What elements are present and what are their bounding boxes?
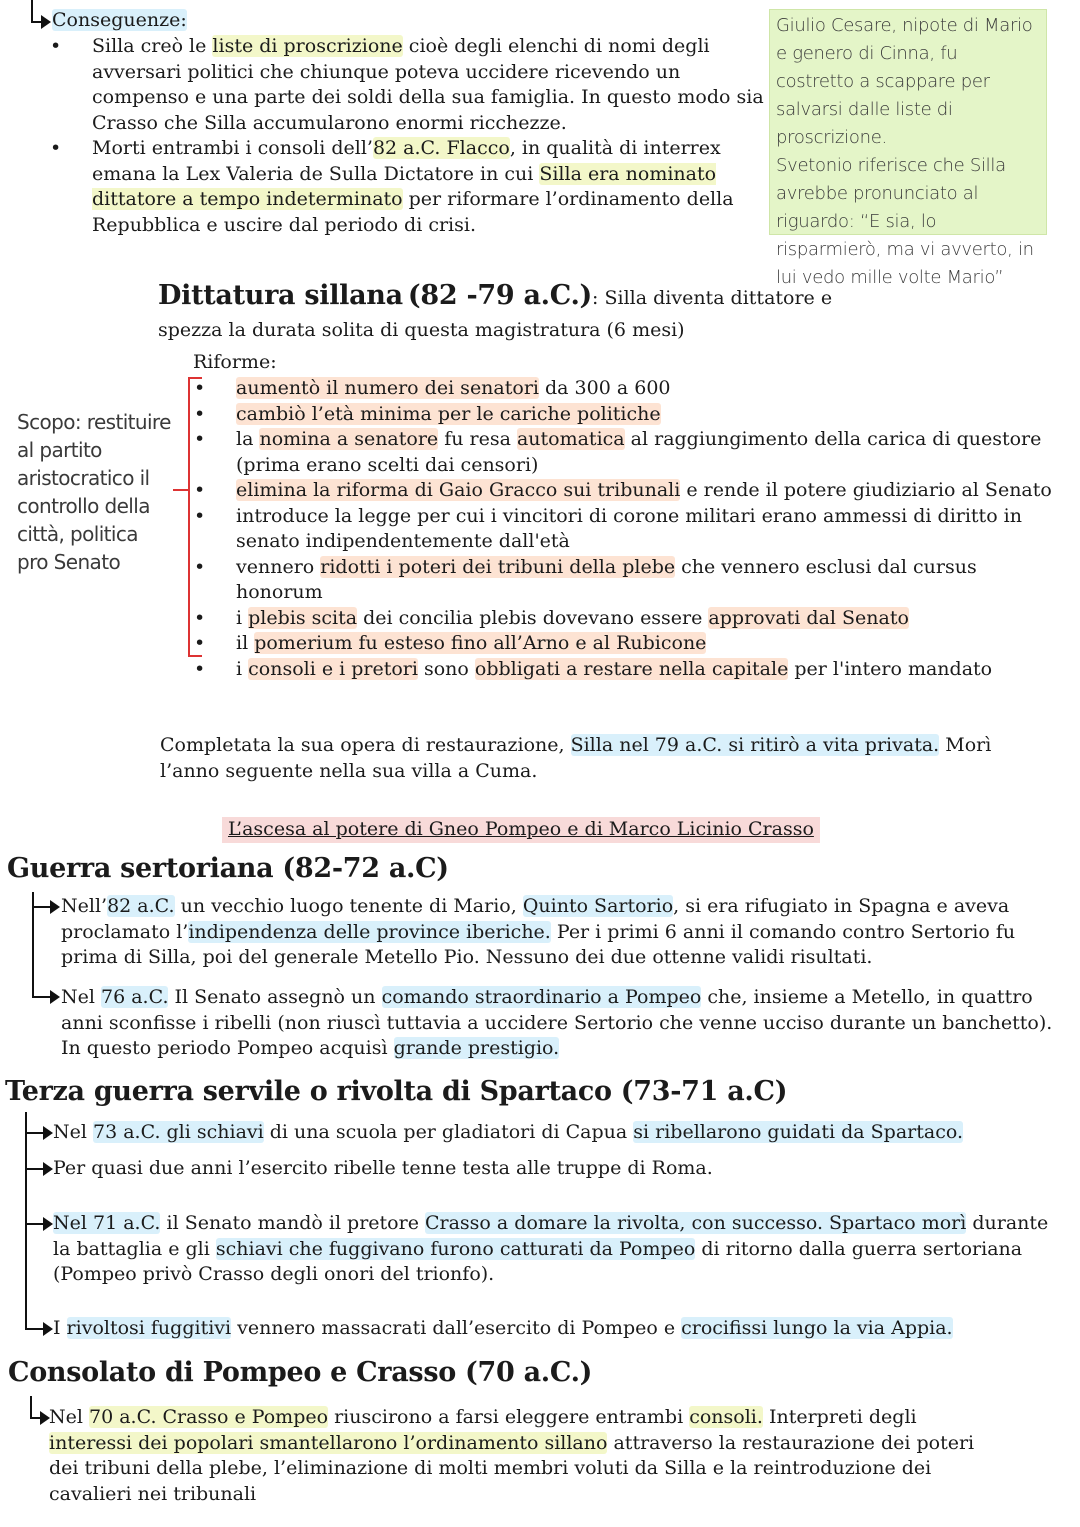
riforme-list <box>194 376 1064 682</box>
section-title: L’ascesa al potere di Gneo Pompeo e di Marco Licinio Crasso <box>222 817 820 843</box>
arrow-sertoriana <box>32 892 62 1007</box>
spartaco-p2: Per quasi due anni l’esercito ribelle tenne testa alle truppe di Roma. <box>53 1157 713 1179</box>
consolato-heading: Consolato di Pompeo e Crasso (70 a.C.) <box>8 1357 593 1388</box>
list-item: • vennero ridotti i poteri dei tribuni della plebe che vennero esclusi dal cursus honorum <box>194 555 1064 606</box>
spartaco-p4: I rivoltosi fuggitivi vennero massacrati dall’esercito di Pompeo e crocifissi lungo la via Appia. <box>53 1317 953 1339</box>
dittatura-heading: Dittatura sillana (82 -79 a.C.): Silla diventa dittatore e spezza la durata solita di questa magistratura (6 mesi) <box>158 280 833 341</box>
scopo-note: Scopo: restituire al partito aristocratico il controllo della città, politica pro Senato <box>17 410 171 574</box>
spartaco-p1: Nel 73 a.C. gli schiavi di una scuola per gladiatori di Capua si ribellarono guidati da Spartaco. <box>53 1121 964 1143</box>
spartaco-p3: Nel 71 a.C. il Senato mandò il pretore Crasso a domare la rivolta, con successo. Spartaco morì durante la battaglia e gli schiavi che fuggivano furono catturati da Pompeo di ritorno dalla guerra sertoriana (Pompeo privò Crasso degli onori del trionfo). <box>53 1212 1049 1285</box>
list-item: • introduce la legge per cui i vincitori di corone militari erano ammessi di diritto in senato indipendentemente dall'età <box>194 504 1064 555</box>
riforme-label: Riforme: <box>193 351 277 373</box>
conseguenze-list <box>50 34 770 238</box>
sertoriana-p2: Nel 76 a.C. Il Senato assegnò un comando straordinario a Pompeo che, insieme a Metello, in quattro anni sconfisse i ribelli (non riuscì tuttavia a uccidere Sertorio che venne ucciso durante un banchetto). In questo periodo Pompeo acquisì grande prestigio. <box>61 986 1053 1059</box>
list-item: • Morti entrambi i consoli dell’82 a.C. Flacco, in qualità di interrex emana la Lex Valeria de Sulla Dictatore in cui Silla era nominato dittatore a tempo indeterminato per riformare l’ordinamento della Repubblica e uscire dal periodo di crisi. <box>50 136 770 238</box>
dittatura-closing: Completata la sua opera di restaurazione, Silla nel 79 a.C. si ritirò a vita privata. Morì l’anno seguente nella sua villa a Cuma. <box>160 734 992 782</box>
sertoriana-heading: Guerra sertoriana (82-72 a.C) <box>7 853 449 884</box>
list-item: • la nomina a senatore fu resa automatica al raggiungimento della carica di questore (prima erano scelti dai censori) <box>194 427 1064 478</box>
arrow-spartaco <box>25 1112 55 1337</box>
red-bracket-tick <box>173 489 189 491</box>
list-item: • aumentò il numero dei senatori da 300 a 600 <box>194 376 1064 402</box>
list-item: • i consoli e i pretori sono obbligati a restare nella capitale per l'intero mandato <box>194 657 1064 683</box>
list-item: • i plebis scita dei concilia plebis dovevano essere approvati dal Senato <box>194 606 1064 632</box>
list-item: • Silla creò le liste di proscrizione cioè degli elenchi di nomi degli avversari politici che chiunque poteva uccidere ricevendo un compenso e una parte dei soldi della sua famiglia. In questo modo sia Crasso che Silla accumularono enormi ricchezze. <box>50 34 770 136</box>
conseguenze-label: Conseguenze: <box>52 9 187 31</box>
side-note-cesare: Giulio Cesare, nipote di Mario e genero di Cinna, fu costretto a scappare per salvarsi dalle liste di proscrizione. Svetonio riferisce che Silla avrebbe pronunciato al riguardo: “E sia, lo risparmierò, ma vi avverto, in lui vedo mille volte Mario” <box>769 9 1047 235</box>
arrow-conseguenze <box>31 0 51 28</box>
spartaco-heading: Terza guerra servile o rivolta di Spartaco (73-71 a.C) <box>5 1076 788 1107</box>
list-item: • elimina la riforma di Gaio Gracco sui tribunali e rende il potere giudiziario al Senato <box>194 478 1064 504</box>
consolato-p1: Nel 70 a.C. Crasso e Pompeo riuscirono a farsi eleggere entrambi consoli. Interpreti degli interessi dei popolari smantellarono l’ordinamento sillano attraverso la restaurazione dei poteri dei tribuni della plebe, l’eliminazione di molti membri voluti da Silla e la reintroduzione dei cavalieri nei tribunali <box>49 1406 975 1505</box>
list-item: • cambiò l’età minima per le cariche politiche <box>194 402 1064 428</box>
list-item: • il pomerium fu esteso fino all’Arno e al Rubicone <box>194 631 1064 657</box>
sertoriana-p1: Nell’82 a.C. un vecchio luogo tenente di Mario, Quinto Sartorio, si era rifugiato in Spagna e aveva proclamato l’indipendenza delle province iberiche. Per i primi 6 anni il comando contro Sertorio fu prima di Silla, poi del generale Metello Pio. Nessuno dei due ottenne validi risultati. <box>61 895 1016 968</box>
